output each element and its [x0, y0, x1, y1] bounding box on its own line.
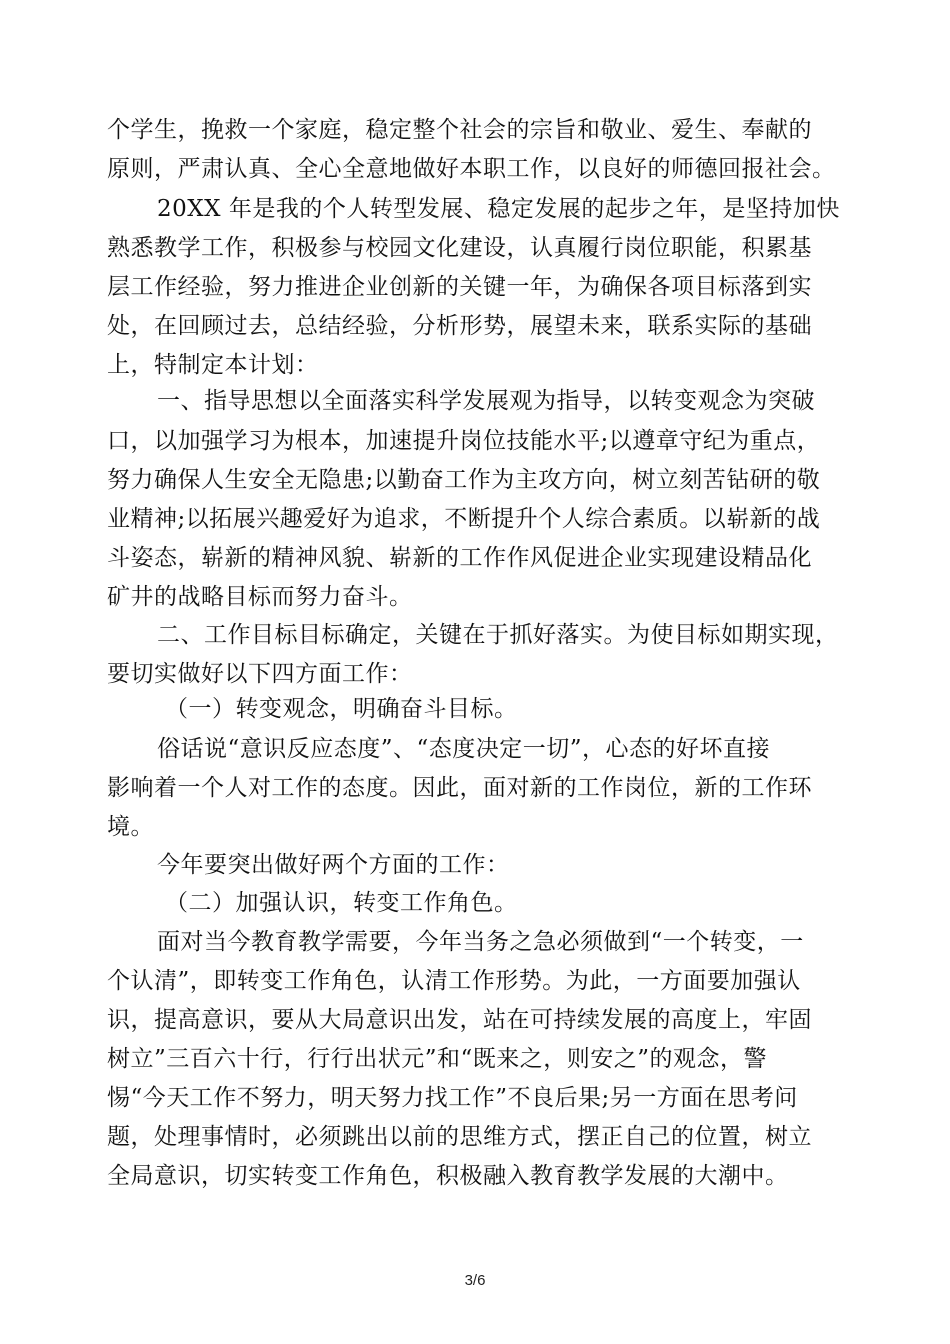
paragraph-line: 努力确保人生安全无隐患;以勤奋工作为主攻方向，树立刻苦钻研的敬: [107, 467, 821, 493]
page-number: 3/6: [464, 1272, 486, 1289]
paragraph-line: 惕“今天工作不努力，明天努力找工作”不良后果;另一方面在思考问: [107, 1085, 798, 1111]
paragraph-line: 识，提高意识，要从大局意识出发，站在可持续发展的高度上，牢固: [107, 1007, 812, 1033]
paragraph-line: 原则，严肃认真、全心全意地做好本职工作，以良好的师德回报社会。: [107, 156, 836, 182]
paragraph-line: 处，在回顾过去，总结经验，分析形势，展望未来，联系实际的基础: [107, 313, 812, 339]
paragraph-line: 口，以加强学习为根本，加速提升岗位技能水平;以遵章守纪为重点，: [107, 428, 821, 454]
paragraph-line: 要切实做好以下四方面工作：: [107, 661, 413, 687]
paragraph-line: 一、指导思想以全面落实科学发展观为指导，以转变观念为突破: [157, 388, 815, 414]
paragraph-line: 个认清”，即转变工作角色，认清工作形势。为此，一方面要加强认: [107, 968, 801, 994]
paragraph-line: 全局意识，切实转变工作角色，积极融入教育教学发展的大潮中。: [107, 1163, 789, 1189]
paragraph-line: 斗姿态，崭新的精神风貌、崭新的工作作风促进企业实现建设精品化: [107, 545, 812, 571]
paragraph-line: 二、工作目标目标确定，关键在于抓好落实。为使目标如期实现，: [157, 622, 839, 648]
paragraph-line: 面对当今教育教学需要，今年当务之急必须做到“一个转变，一: [157, 929, 804, 955]
paragraph-line: 今年要突出做好两个方面的工作：: [157, 852, 510, 878]
paragraph-line: 熟悉教学工作，积极参与校园文化建设，认真履行岗位职能，积累基: [107, 235, 812, 261]
section-heading: （二）加强认识，转变工作角色。: [165, 890, 518, 916]
paragraph-line: 个学生，挽救一个家庭，稳定整个社会的宗旨和敬业、爱生、奉献的: [107, 117, 812, 143]
paragraph-line: 树立”三百六十行，行行出状元”和“既来之，则安之”的观念，警: [107, 1046, 768, 1072]
paragraph-line: 业精神;以拓展兴趣爱好为追求，不断提升个人综合素质。以崭新的战: [107, 506, 821, 532]
paragraph-line: 层工作经验，努力推进企业创新的关键一年，为确保各项目标落到实: [107, 274, 812, 300]
paragraph-line: 上，特制定本计划：: [107, 352, 319, 378]
paragraph-line: 题，处理事情时，必须跳出以前的思维方式，摆正自己的位置，树立: [107, 1124, 812, 1150]
paragraph-line: 20XX 年是我的个人转型发展、稳定发展的起步之年，是坚持加快: [157, 196, 840, 222]
paragraph-line: 境。: [107, 814, 154, 840]
paragraph-line: 俗话说“意识反应态度”、“态度决定一切”，心态的好坏直接: [157, 736, 771, 762]
paragraph-line: 影响着一个人对工作的态度。因此，面对新的工作岗位，新的工作环: [107, 775, 812, 801]
paragraph-line: 矿井的战略目标而努力奋斗。: [107, 584, 413, 610]
section-heading: （一）转变观念，明确奋斗目标。: [165, 696, 518, 722]
